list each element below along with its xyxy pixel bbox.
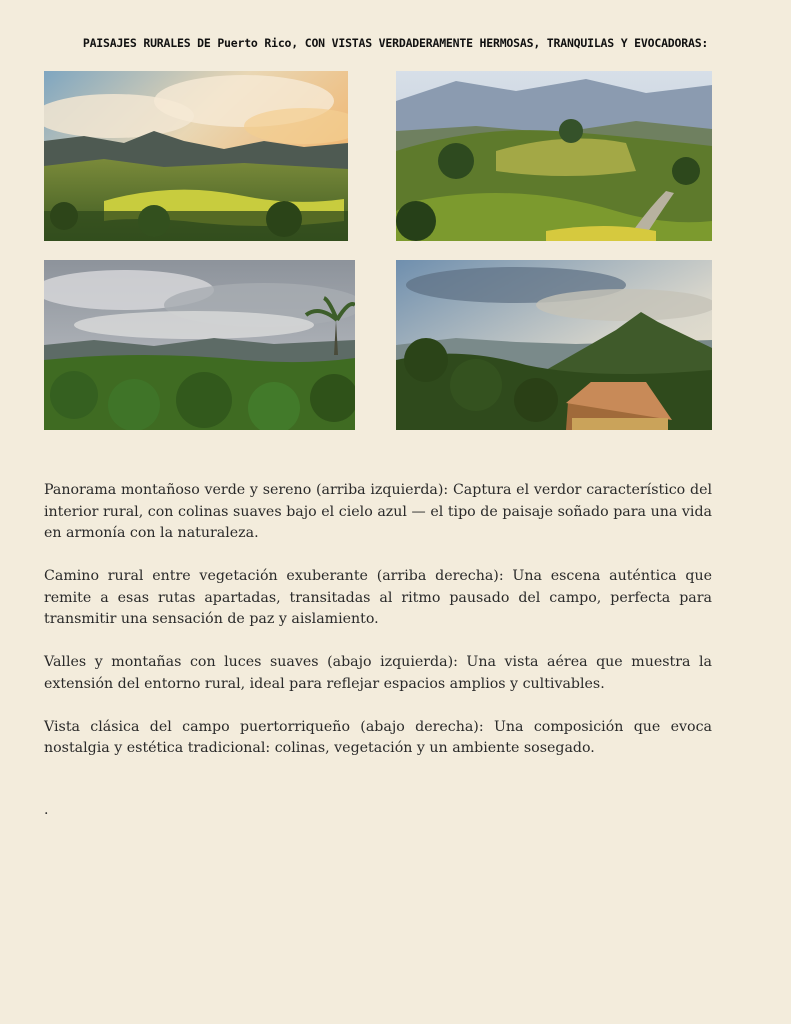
paragraph-upper-left: Panorama montañoso verde y sereno (arriba izquierda): Captura el verdor característico del interior rural, con colinas suaves bajo el cielo azul — el tipo de paisaje soñado para una vida en armonía con la naturaleza.	[44, 482, 712, 541]
trailing-period: .	[44, 802, 49, 818]
paragraph-lower-right: Vista clásica del campo puertorriqueño (abajo derecha): Una composición que evoca nostalgia y estética tradicional: colinas, vegetación y un ambiente sosegado.	[44, 718, 712, 756]
description-text	[44, 480, 712, 781]
paragraph-lower-left: Valles y montañas con luces suaves (abajo izquierda): Una vista aérea que muestra la extensión del entorno rural, ideal para reflejar espacios amplios y cultivables.	[44, 654, 712, 692]
page-title: PAISAJES RURALES DE Puerto Rico, CON VISTAS VERDADERAMENTE HERMOSAS, TRANQUILAS Y EVOCADORAS:	[82, 36, 709, 50]
photo-rural-road-hills	[396, 71, 712, 241]
photo-green-mountain-panorama	[44, 71, 348, 241]
paragraph-upper-right: Camino rural entre vegetación exuberante (arriba derecha): Una escena auténtica que remite a esas rutas apartadas, transitadas al ritmo pausado del campo, perfecta para transmitir una sensación de paz y aislamiento.	[44, 568, 712, 627]
photo-classic-countryside	[396, 260, 712, 430]
photo-valleys-cloudy-sky	[44, 260, 355, 430]
